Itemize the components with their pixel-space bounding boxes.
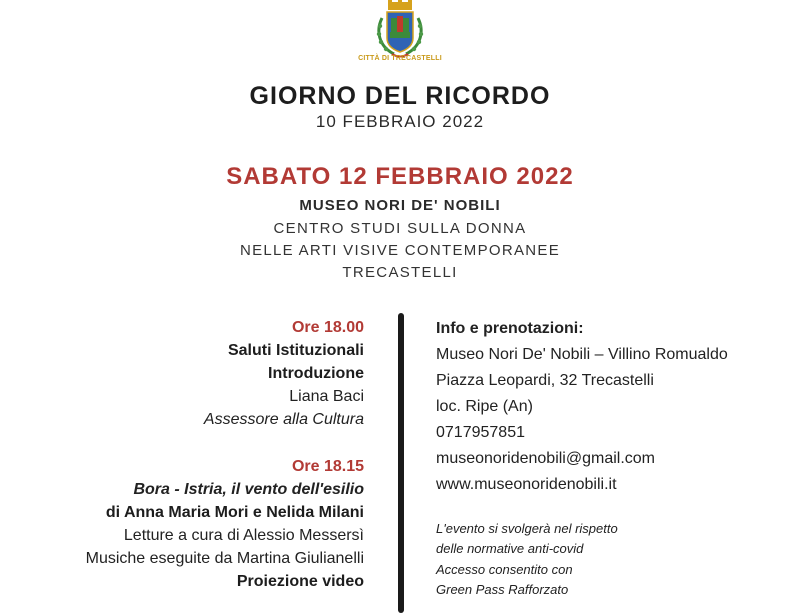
venue-line: CENTRO STUDI SULLA DONNA xyxy=(273,220,527,237)
info-line: Museo Nori De' Nobili – Villino Romualdo xyxy=(436,346,728,363)
speaker-role: Assessore alla Cultura xyxy=(203,411,364,428)
crest-caption: CITTÀ DI TRECASTELLI xyxy=(358,55,442,62)
venue-line: TRECASTELLI xyxy=(342,264,458,281)
program-time: Ore 18.00 xyxy=(291,319,364,336)
venue-line: NELLE ARTI VISIVE CONTEMPORANEE xyxy=(239,242,561,259)
info-heading: Info e prenotazioni: xyxy=(436,320,584,337)
page-title: GIORNO DEL RICORDO xyxy=(249,82,551,110)
program-time: Ore 18.15 xyxy=(291,458,364,475)
note-line: Accesso consentito con xyxy=(436,561,573,577)
readings-credit: Letture a cura di Alessio Messersì xyxy=(123,527,364,544)
info-line: loc. Ripe (An) xyxy=(436,398,533,415)
work-authors: di Anna Maria Mori e Nelida Milani xyxy=(105,504,364,521)
projection-label: Proiezione video xyxy=(236,573,364,590)
note-line: delle normative anti-covid xyxy=(436,541,584,557)
work-title: Bora - Istria, il vento dell'esilio xyxy=(133,481,364,498)
info-line: Piazza Leopardi, 32 Trecastelli xyxy=(436,372,654,389)
note-line: L'evento si svolgerà nel rispetto xyxy=(436,521,618,536)
info-phone: 0717957851 xyxy=(436,424,525,441)
covid-notes xyxy=(436,519,618,600)
program-subtitle: Introduzione xyxy=(268,365,364,382)
info-email: museonoridenobili@gmail.com xyxy=(436,450,656,467)
venue-name: MUSEO NORI DE' NOBILI xyxy=(299,197,501,214)
note-line: Green Pass Rafforzato xyxy=(436,581,569,597)
info-website: www.museonoridenobili.it xyxy=(436,476,617,493)
commemoration-date: 10 FEBBRAIO 2022 xyxy=(315,112,485,131)
program-column xyxy=(86,316,364,593)
column-divider xyxy=(398,313,404,613)
event-date: SABATO 12 FEBBRAIO 2022 xyxy=(226,163,574,190)
program-title: Saluti Istituzionali xyxy=(227,342,364,359)
spacer xyxy=(86,431,364,455)
music-credit: Musiche eseguite da Martina Giulianelli xyxy=(85,550,364,567)
speaker-name: Liana Baci xyxy=(289,388,364,405)
info-column xyxy=(436,316,728,498)
